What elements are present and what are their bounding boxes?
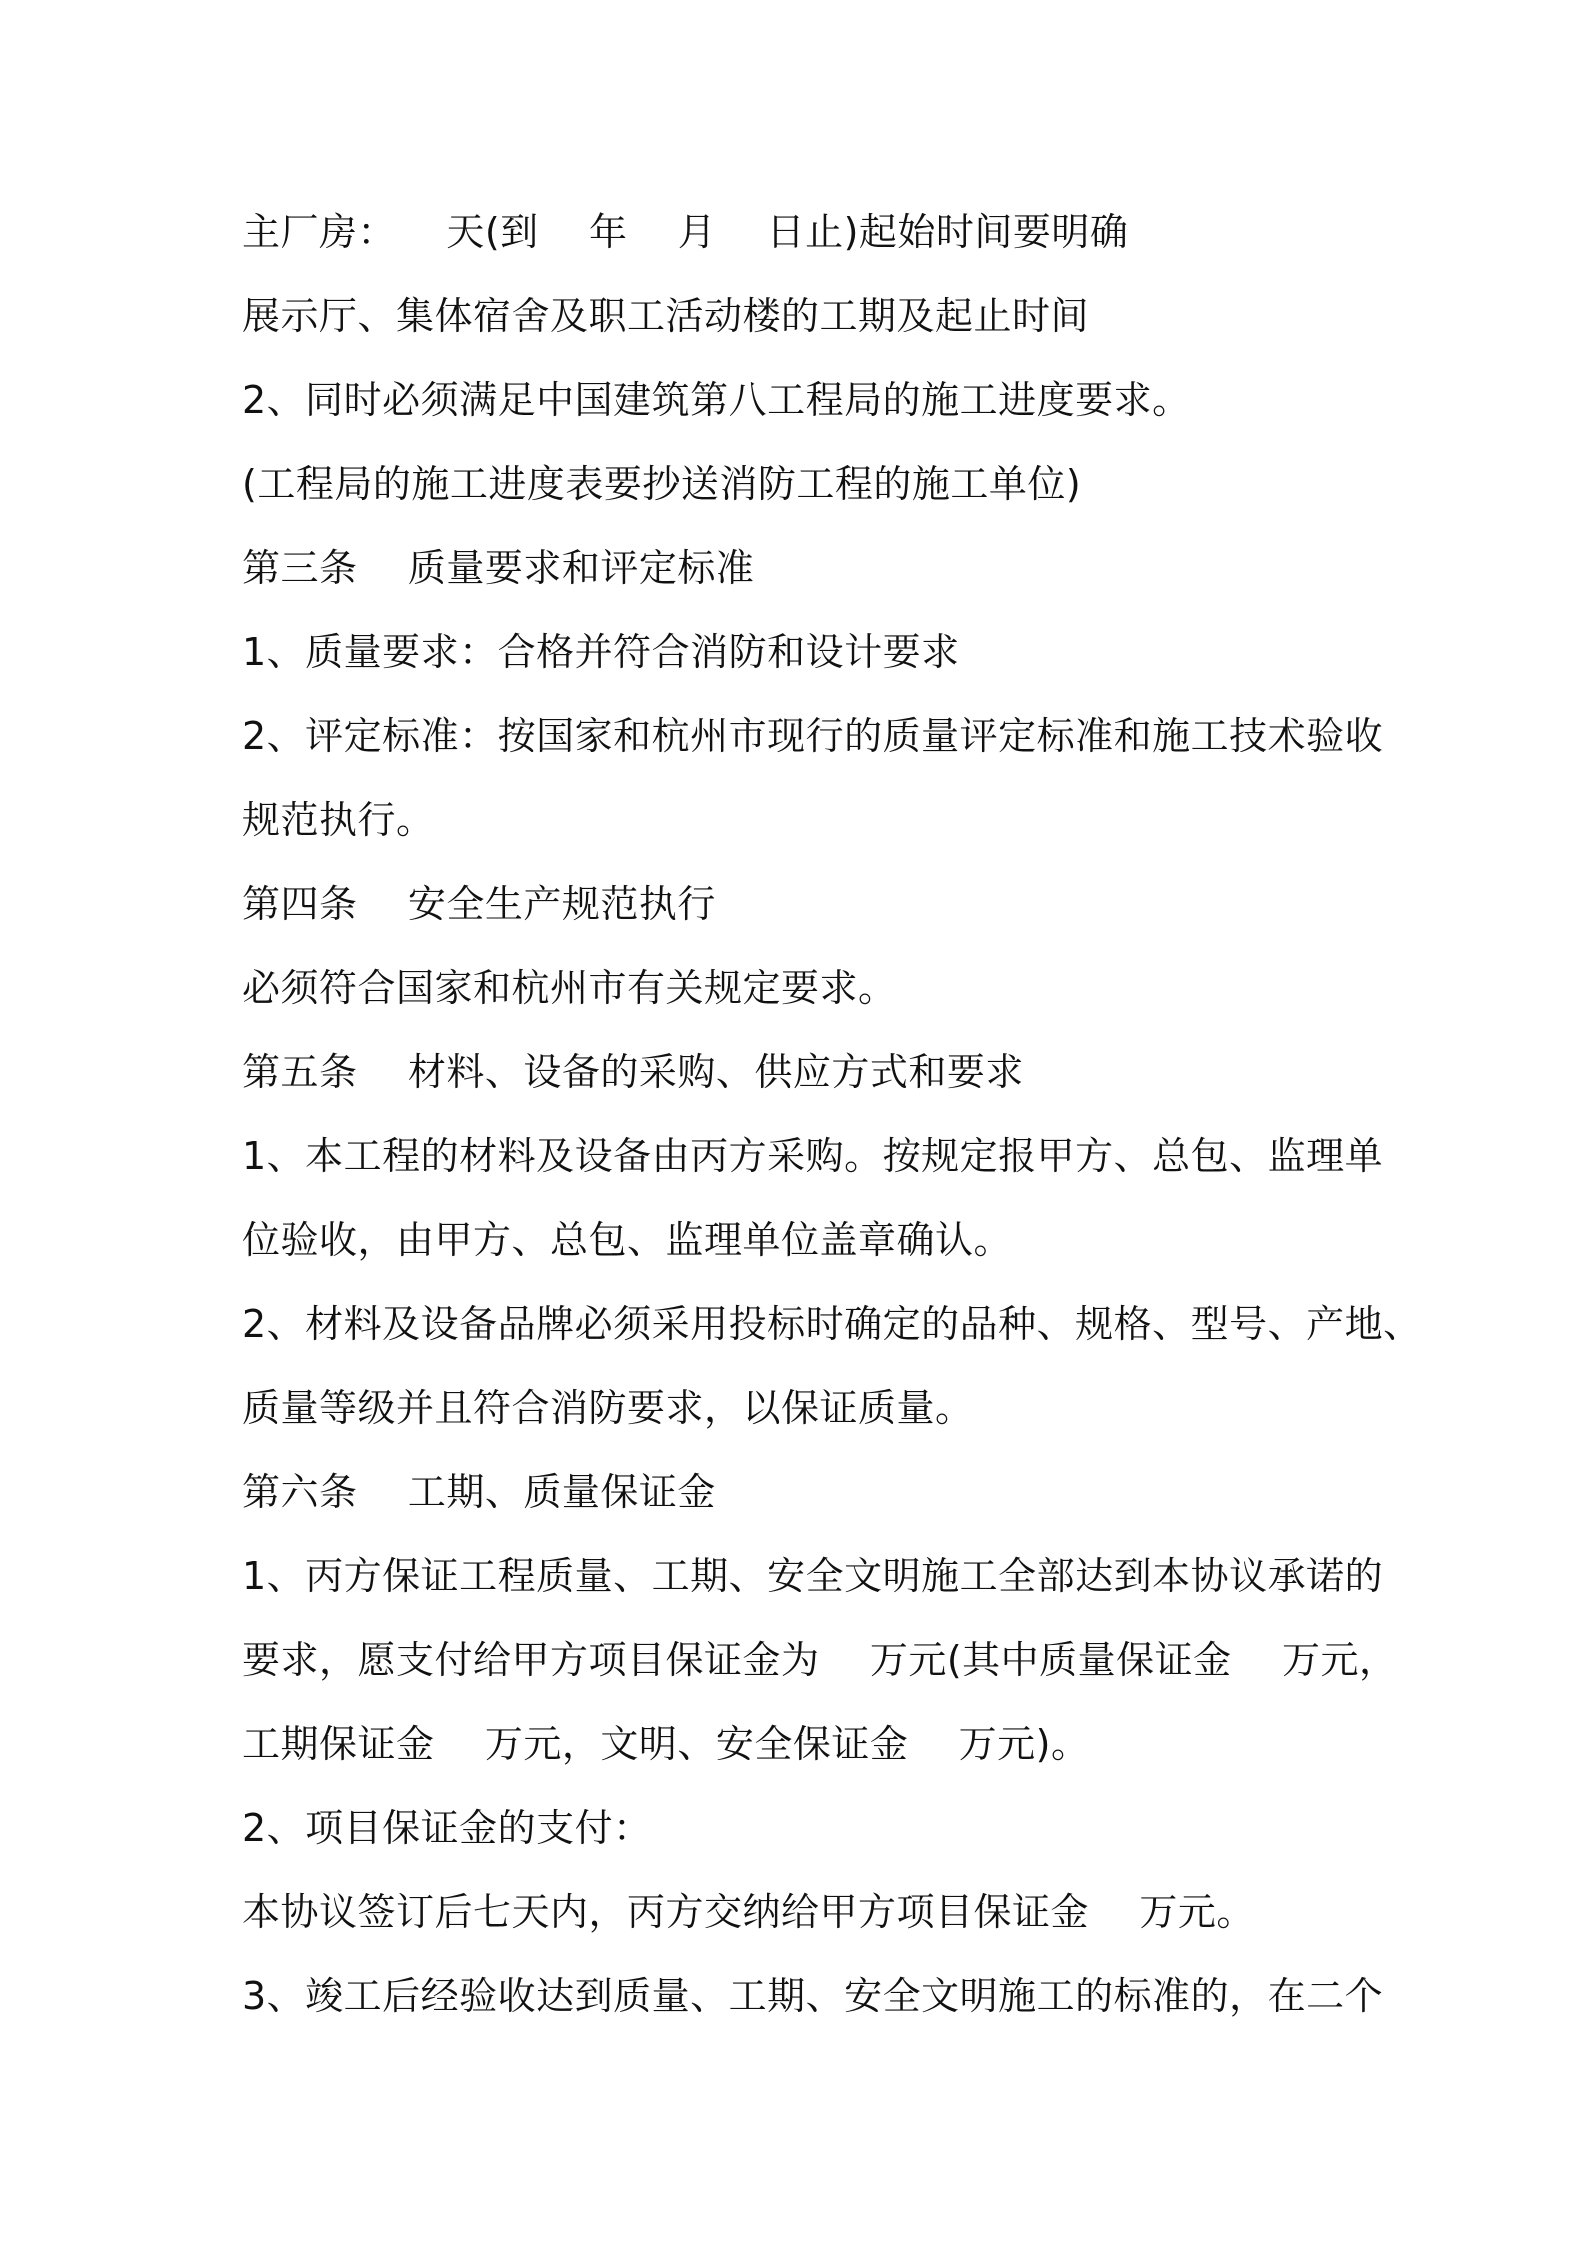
line-guarantee-payment: 本协议签订后七天内，丙方交纳给甲方项目保证金 万元。: [242, 1890, 1255, 1934]
line-guarantee-payment-heading: 2、项目保证金的支付：: [242, 1806, 652, 1850]
line-evaluation-standard: 2、评定标准：按国家和杭州市现行的质量评定标准和施工技术验收: [242, 714, 1384, 758]
line-material-brand: 2、材料及设备品牌必须采用投标时确定的品种、规格、型号、产地、: [242, 1302, 1422, 1346]
line-material-brand-cont: 质量等级并且符合消防要求，以保证质量。: [242, 1386, 974, 1430]
line-safety-requirement: 必须符合国家和杭州市有关规定要求。: [242, 966, 897, 1010]
line-material-procurement: 1、本工程的材料及设备由丙方采购。按规定报甲方、总包、监理单: [242, 1134, 1384, 1178]
line-guarantee-amounts: 要求，愿支付给甲方项目保证金为 万元(其中质量保证金 万元，: [242, 1638, 1398, 1682]
line-progress-requirement: 2、同时必须满足中国建筑第八工程局的施工进度要求。: [242, 378, 1191, 422]
line-guarantee-commitment: 1、丙方保证工程质量、工期、安全文明施工全部达到本协议承诺的: [242, 1554, 1384, 1598]
line-evaluation-standard-cont: 规范执行。: [242, 798, 435, 842]
line-completion-acceptance: 3、竣工后经验收达到质量、工期、安全文明施工的标准的，在二个: [242, 1974, 1384, 2018]
line-progress-note: (工程局的施工进度表要抄送消防工程的施工单位): [242, 462, 1082, 506]
line-quality-requirement: 1、质量要求：合格并符合消防和设计要求: [242, 630, 960, 674]
article-5-heading: 第五条 材料、设备的采购、供应方式和要求: [242, 1050, 1024, 1094]
document-body: [242, 197, 1422, 2045]
article-6-heading: 第六条 工期、质量保证金: [242, 1470, 716, 1514]
article-4-heading: 第四条 安全生产规范执行: [242, 882, 716, 926]
article-3-heading: 第三条 质量要求和评定标准: [242, 546, 755, 590]
line-exhibition-hall-schedule: 展示厅、集体宿舍及职工活动楼的工期及起止时间: [242, 294, 1090, 338]
line-material-procurement-cont: 位验收，由甲方、总包、监理单位盖章确认。: [242, 1218, 1013, 1262]
line-guarantee-amounts-cont: 工期保证金 万元，文明、安全保证金 万元)。: [242, 1722, 1090, 1766]
line-main-workshop-schedule: 主厂房： 天(到 年 月 日止)起始时间要明确: [242, 210, 1129, 254]
